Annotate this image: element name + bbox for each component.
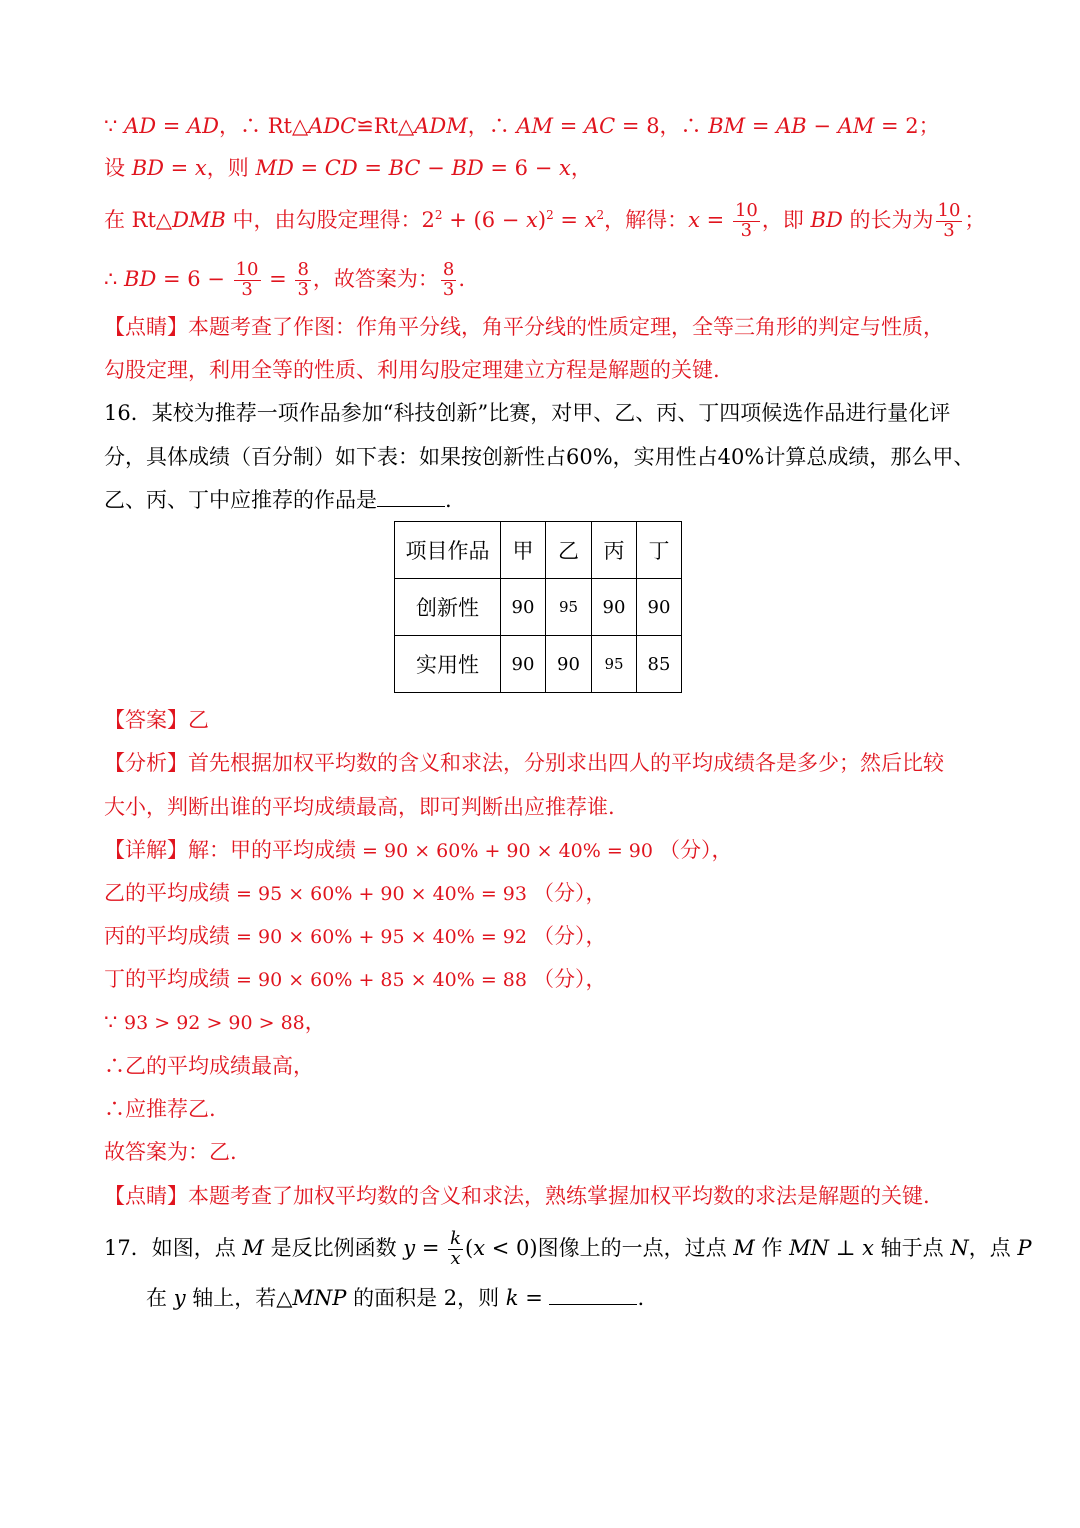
- table-header-row: [395, 522, 682, 579]
- fraction-k-over-x: $\frac{k}{x}$: [450, 1228, 462, 1269]
- question-16-line-1: 16．某校为推荐一项作品参加“科技创新”比赛，对甲、乙、丙、丁四项候选作品进行量化评: [104, 401, 951, 425]
- table-cell: 90: [501, 636, 546, 693]
- table-row: [395, 636, 682, 693]
- analysis-line-2: 大小，判断出谁的平均成绩最高，即可判断出应推荐谁.: [104, 795, 615, 819]
- table-cell: 90: [637, 579, 682, 636]
- detail-line-jia: 【详解】解：甲的平均成绩 = 90 × 60% + 90 × 40% = 90 （分），: [104, 838, 733, 862]
- table-cell: 90: [501, 579, 546, 636]
- answer-blank: [549, 1302, 637, 1305]
- question-16-line-3: 乙、丙、丁中应推荐的作品是 .: [104, 488, 452, 512]
- table-cell: 90: [546, 636, 592, 693]
- fraction-eight-thirds: $\frac{8}{3}$: [297, 259, 309, 300]
- table-header-cell: 甲: [501, 522, 546, 579]
- table-header-cell: 丁: [637, 522, 682, 579]
- table-row-label: 创新性: [395, 579, 501, 636]
- table-header-cell: 乙: [546, 522, 592, 579]
- answer-blank: [377, 504, 445, 507]
- solution-line-3: 在 Rt△DMB 中，由勾股定理得：$2^2 + (6 - x)^2 = x^2$，解得：x = $\frac{10}{3}$ ，即 BD 的长为为 $\frac{10}{3}$ ；: [104, 200, 986, 241]
- detail-line-bing: 丙的平均成绩 = 90 × 60% + 95 × 40% = 92 （分），: [104, 924, 607, 948]
- answer-line: 【答案】乙: [104, 708, 209, 732]
- fraction-eight-thirds-2: $\frac{8}{3}$: [442, 259, 455, 300]
- solution-line-1: ∵ AD = AD，∴ Rt△ADC≌Rt△ADM，∴ AM = AC = 8，∴ BM = AB − AM = 2；: [104, 114, 940, 138]
- fraction-ten-thirds: $\frac{10}{3}$: [734, 200, 758, 241]
- detail-line-compare: ∵ 93 > 92 > 90 > 88，: [104, 1010, 326, 1034]
- detail-line-conclusion-2: ∴应推荐乙.: [104, 1097, 216, 1121]
- table-cell: 90: [592, 579, 637, 636]
- detail-line-yi: 乙的平均成绩 = 95 × 60% + 90 × 40% = 93 （分），: [104, 881, 607, 905]
- table-row-label: 实用性: [395, 636, 501, 693]
- solution-line-2: 设 BD = x，则 MD = CD = BC − BD = 6 − x，: [104, 156, 592, 180]
- table-cell: 95: [546, 579, 592, 636]
- solution-line-4: ∴ BD = 6 − $\frac{10}{3}$ = $\frac{8}{3}$ ，故答案为： $\frac{8}{3}$ .: [104, 259, 466, 300]
- analysis-line-1: 【分析】首先根据加权平均数的含义和求法，分别求出四人的平均成绩各是多少；然后比较: [104, 751, 944, 775]
- detail-line-ding: 丁的平均成绩 = 90 × 60% + 85 × 40% = 88 （分），: [104, 967, 607, 991]
- comment-line-2: 勾股定理，利用全等的性质、利用勾股定理建立方程是解题的关键.: [104, 358, 720, 382]
- table-cell: 95: [592, 636, 637, 693]
- fraction-ten-thirds-3: $\frac{10}{3}$: [235, 259, 259, 300]
- fraction-ten-thirds-2: $\frac{10}{3}$: [937, 200, 961, 241]
- question-17-line-1: 17．如图，点 M 是反比例函数 y = $\frac{k}{x}$ (x < 0)图像上的一点，过点 M 作 MN ⊥ x 轴于点 N，点 P: [104, 1228, 1032, 1269]
- detail-line-conclusion-1: ∴乙的平均成绩最高，: [104, 1054, 314, 1078]
- score-table: [394, 521, 682, 693]
- question-16-line-2: 分，具体成绩（百分制）如下表：如果按创新性占60%，实用性占40%计算总成绩，那么甲、: [104, 445, 975, 469]
- comment-line-3: 【点睛】本题考查了加权平均数的含义和求法，熟练掌握加权平均数的求法是解题的关键.: [104, 1184, 930, 1208]
- table-header-cell: 项目作品: [395, 522, 501, 579]
- question-17-line-2: 在 y 轴上，若△MNP 的面积是 2，则 k = .: [146, 1286, 645, 1310]
- comment-line-1: 【点睛】本题考查了作图：作角平分线，角平分线的性质定理，全等三角形的判定与性质，: [104, 315, 944, 339]
- table-row: [395, 579, 682, 636]
- table-header-cell: 丙: [592, 522, 637, 579]
- detail-line-final-answer: 故答案为：乙.: [104, 1140, 237, 1164]
- table-cell: 85: [637, 636, 682, 693]
